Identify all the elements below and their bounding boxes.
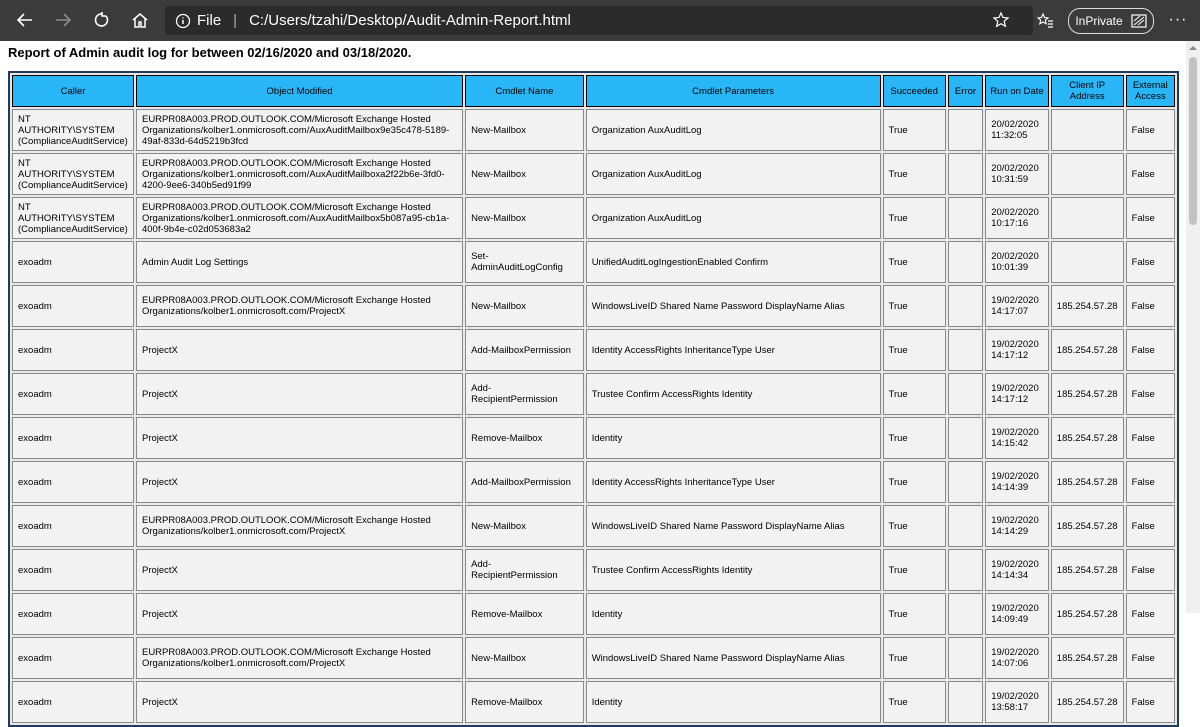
address-separator: | [233, 12, 238, 29]
cell-cmdlet-name: New-Mailbox [465, 153, 584, 195]
cell-cmdlet-parameters: WindowsLiveID Shared Name Password DisplayName Alias [586, 505, 881, 547]
cell-caller: exoadm [12, 285, 134, 327]
cell-succeeded: True [883, 417, 946, 459]
header-succeeded: Succeeded [883, 75, 946, 107]
url-path: C:/Users/tzahi/Desktop/Audit-Admin-Report.html [249, 12, 571, 29]
cell-client-ip [1051, 153, 1124, 195]
cell-object-modified: EURPR08A003.PROD.OUTLOOK.COM/Microsoft Exchange Hosted Organizations/kolber1.onmicrosoft.com/AuxAuditMailbox9e35c478-5189-49af-833d-64d5219b3fcd [136, 109, 463, 151]
scroll-up-arrow-icon[interactable] [1189, 44, 1197, 52]
cell-object-modified: EURPR08A003.PROD.OUTLOOK.COM/Microsoft Exchange Hosted Organizations/kolber1.onmicrosoft.com/AuxAuditMailbox5b087a95-cb1a-400f-9b4e-c02d053683a2 [136, 197, 463, 239]
favorite-button[interactable] [988, 8, 1014, 32]
cell-succeeded: True [883, 153, 946, 195]
cell-object-modified: EURPR08A003.PROD.OUTLOOK.COM/Microsoft Exchange Hosted Organizations/kolber1.onmicrosoft.com/ProjectX [136, 285, 463, 327]
cell-error [948, 109, 983, 151]
cell-run-on-date: 20/02/2020 10:17:16 [985, 197, 1049, 239]
cell-run-on-date: 19/02/2020 14:09:49 [985, 593, 1049, 635]
cell-cmdlet-name: New-Mailbox [465, 109, 584, 151]
settings-menu-button[interactable]: ··· [1168, 11, 1188, 28]
audit-log-table [8, 71, 1179, 727]
table-row [12, 461, 1175, 503]
table-row [12, 681, 1175, 723]
cell-error [948, 285, 983, 327]
cell-client-ip: 185.254.57.28 [1051, 329, 1124, 371]
cell-run-on-date: 19/02/2020 14:14:34 [985, 549, 1049, 591]
cell-cmdlet-name: New-Mailbox [465, 285, 584, 327]
forward-button[interactable] [50, 8, 76, 32]
cell-succeeded: True [883, 461, 946, 503]
cell-run-on-date: 20/02/2020 10:01:39 [985, 241, 1049, 283]
cell-run-on-date: 19/02/2020 14:14:39 [985, 461, 1049, 503]
cell-caller: exoadm [12, 461, 134, 503]
cell-succeeded: True [883, 109, 946, 151]
cell-run-on-date: 19/02/2020 13:58:17 [985, 681, 1049, 723]
cell-cmdlet-parameters: UnifiedAuditLogIngestionEnabled Confirm [586, 241, 881, 283]
site-info[interactable] [175, 12, 221, 29]
cell-error [948, 681, 983, 723]
page-content [0, 41, 1186, 713]
cell-cmdlet-name: New-Mailbox [465, 505, 584, 547]
cell-cmdlet-parameters: Organization AuxAuditLog [586, 153, 881, 195]
header-caller: Caller [12, 75, 134, 107]
arrow-left-icon [16, 11, 34, 29]
cell-cmdlet-parameters: Identity AccessRights InheritanceType User [586, 461, 881, 503]
cell-external-access: False [1126, 505, 1175, 547]
cell-run-on-date: 19/02/2020 14:07:06 [985, 637, 1049, 679]
cell-run-on-date: 20/02/2020 11:32:05 [985, 109, 1049, 151]
cell-cmdlet-parameters: Identity AccessRights InheritanceType User [586, 329, 881, 371]
cell-succeeded: True [883, 593, 946, 635]
table-row [12, 153, 1175, 195]
cell-error [948, 637, 983, 679]
table-header-row [12, 75, 1175, 107]
table-row [12, 417, 1175, 459]
inprivate-icon [1131, 14, 1147, 28]
cell-object-modified: ProjectX [136, 593, 463, 635]
table-row [12, 109, 1175, 151]
cell-run-on-date: 19/02/2020 14:17:12 [985, 373, 1049, 415]
report-title: Report of Admin audit log for between 02/16/2020 and 03/18/2020. [8, 45, 412, 60]
cell-external-access: False [1126, 197, 1175, 239]
inprivate-label: InPrivate [1075, 14, 1123, 28]
cell-succeeded: True [883, 681, 946, 723]
cell-error [948, 153, 983, 195]
header-cmdlet-parameters: Cmdlet Parameters [586, 75, 881, 107]
cell-external-access: False [1126, 109, 1175, 151]
cell-succeeded: True [883, 197, 946, 239]
cell-error [948, 505, 983, 547]
cell-cmdlet-name: New-Mailbox [465, 197, 584, 239]
cell-cmdlet-name: Add-MailboxPermission [465, 329, 584, 371]
cell-caller: exoadm [12, 373, 134, 415]
cell-cmdlet-name: New-Mailbox [465, 637, 584, 679]
header-cmdlet-name: Cmdlet Name [465, 75, 584, 107]
cell-client-ip: 185.254.57.28 [1051, 681, 1124, 723]
cell-object-modified: ProjectX [136, 681, 463, 723]
cell-error [948, 329, 983, 371]
cell-error [948, 197, 983, 239]
cell-caller: NT AUTHORITY\SYSTEM (ComplianceAuditService) [12, 197, 134, 239]
cell-cmdlet-name: Add-RecipientPermission [465, 373, 584, 415]
cell-cmdlet-parameters: Identity [586, 417, 881, 459]
cell-object-modified: ProjectX [136, 373, 463, 415]
cell-error [948, 549, 983, 591]
cell-client-ip: 185.254.57.28 [1051, 373, 1124, 415]
cell-succeeded: True [883, 549, 946, 591]
browser-toolbar [0, 0, 1200, 41]
cell-caller: exoadm [12, 505, 134, 547]
home-button[interactable] [127, 8, 153, 32]
cell-object-modified: ProjectX [136, 549, 463, 591]
cell-succeeded: True [883, 505, 946, 547]
table-row [12, 549, 1175, 591]
vertical-scrollbar[interactable] [1186, 41, 1200, 613]
cell-cmdlet-parameters: Identity [586, 681, 881, 723]
back-button[interactable] [12, 8, 38, 32]
cell-cmdlet-parameters: Identity [586, 593, 881, 635]
cell-cmdlet-name: Remove-Mailbox [465, 593, 584, 635]
address-bar[interactable] [165, 6, 1033, 35]
cell-external-access: False [1126, 549, 1175, 591]
cell-external-access: False [1126, 461, 1175, 503]
table-row [12, 593, 1175, 635]
table-row [12, 373, 1175, 415]
cell-caller: exoadm [12, 241, 134, 283]
table-row [12, 637, 1175, 679]
cell-succeeded: True [883, 637, 946, 679]
cell-client-ip: 185.254.57.28 [1051, 593, 1124, 635]
cell-object-modified: ProjectX [136, 417, 463, 459]
cell-error [948, 593, 983, 635]
cell-caller: NT AUTHORITY\SYSTEM (ComplianceAuditService) [12, 153, 134, 195]
cell-client-ip: 185.254.57.28 [1051, 461, 1124, 503]
url-scheme: File [197, 12, 222, 29]
cell-succeeded: True [883, 329, 946, 371]
cell-caller: exoadm [12, 681, 134, 723]
refresh-icon [92, 11, 110, 29]
cell-run-on-date: 19/02/2020 14:14:29 [985, 505, 1049, 547]
cell-client-ip: 185.254.57.28 [1051, 285, 1124, 327]
cell-external-access: False [1126, 241, 1175, 283]
cell-external-access: False [1126, 153, 1175, 195]
cell-error [948, 373, 983, 415]
cell-cmdlet-name: Set-AdminAuditLogConfig [465, 241, 584, 283]
cell-client-ip [1051, 241, 1124, 283]
star-icon [992, 11, 1010, 29]
cell-caller: exoadm [12, 417, 134, 459]
cell-external-access: False [1126, 373, 1175, 415]
header-error: Error [948, 75, 983, 107]
cell-external-access: False [1126, 285, 1175, 327]
cell-cmdlet-parameters: Organization AuxAuditLog [586, 109, 881, 151]
cell-external-access: False [1126, 681, 1175, 723]
cell-run-on-date: 19/02/2020 14:17:12 [985, 329, 1049, 371]
info-icon [175, 13, 191, 29]
favorites-bar-button[interactable] [1032, 8, 1058, 32]
cell-run-on-date: 20/02/2020 10:31:59 [985, 153, 1049, 195]
table-body [12, 109, 1175, 723]
cell-caller: exoadm [12, 593, 134, 635]
cell-object-modified: ProjectX [136, 461, 463, 503]
cell-client-ip [1051, 197, 1124, 239]
cell-cmdlet-parameters: WindowsLiveID Shared Name Password DisplayName Alias [586, 285, 881, 327]
cell-caller: NT AUTHORITY\SYSTEM (ComplianceAuditService) [12, 109, 134, 151]
home-icon [131, 11, 149, 29]
cell-cmdlet-name: Remove-Mailbox [465, 681, 584, 723]
cell-object-modified: Admin Audit Log Settings [136, 241, 463, 283]
cell-external-access: False [1126, 329, 1175, 371]
header-client-ip: Client IP Address [1051, 75, 1124, 107]
cell-caller: exoadm [12, 637, 134, 679]
cell-succeeded: True [883, 373, 946, 415]
cell-caller: exoadm [12, 329, 134, 371]
table-row [12, 505, 1175, 547]
cell-error [948, 461, 983, 503]
cell-object-modified: EURPR08A003.PROD.OUTLOOK.COM/Microsoft Exchange Hosted Organizations/kolber1.onmicrosoft.com/ProjectX [136, 505, 463, 547]
header-run-on-date: Run on Date [985, 75, 1049, 107]
arrow-right-icon [54, 11, 72, 29]
table-row [12, 329, 1175, 371]
cell-error [948, 417, 983, 459]
cell-caller: exoadm [12, 549, 134, 591]
cell-cmdlet-name: Remove-Mailbox [465, 417, 584, 459]
cell-cmdlet-parameters: WindowsLiveID Shared Name Password DisplayName Alias [586, 637, 881, 679]
cell-cmdlet-parameters: Organization AuxAuditLog [586, 197, 881, 239]
cell-cmdlet-name: Add-MailboxPermission [465, 461, 584, 503]
favorites-list-icon [1036, 11, 1054, 29]
header-object-modified: Object Modified [136, 75, 463, 107]
cell-cmdlet-parameters: Trustee Confirm AccessRights Identity [586, 549, 881, 591]
cell-client-ip: 185.254.57.28 [1051, 637, 1124, 679]
cell-object-modified: EURPR08A003.PROD.OUTLOOK.COM/Microsoft Exchange Hosted Organizations/kolber1.onmicrosoft.com/ProjectX [136, 637, 463, 679]
cell-client-ip: 185.254.57.28 [1051, 417, 1124, 459]
cell-run-on-date: 19/02/2020 14:17:07 [985, 285, 1049, 327]
cell-succeeded: True [883, 241, 946, 283]
header-external-access: External Access [1126, 75, 1175, 107]
cell-cmdlet-parameters: Trustee Confirm AccessRights Identity [586, 373, 881, 415]
table-row [12, 241, 1175, 283]
cell-succeeded: True [883, 285, 946, 327]
cell-external-access: False [1126, 593, 1175, 635]
cell-external-access: False [1126, 417, 1175, 459]
cell-client-ip [1051, 109, 1124, 151]
scrollbar-thumb[interactable] [1189, 57, 1197, 225]
cell-cmdlet-name: Add-RecipientPermission [465, 549, 584, 591]
cell-client-ip: 185.254.57.28 [1051, 549, 1124, 591]
cell-object-modified: EURPR08A003.PROD.OUTLOOK.COM/Microsoft Exchange Hosted Organizations/kolber1.onmicrosoft.com/AuxAuditMailboxa2f22b6e-3fd0-4200-9ee6-340b5ed91f99 [136, 153, 463, 195]
cell-run-on-date: 19/02/2020 14:15:42 [985, 417, 1049, 459]
inprivate-badge[interactable] [1068, 8, 1154, 34]
table-row [12, 197, 1175, 239]
refresh-button[interactable] [88, 8, 114, 32]
table-row [12, 285, 1175, 327]
cell-error [948, 241, 983, 283]
cell-object-modified: ProjectX [136, 329, 463, 371]
cell-external-access: False [1126, 637, 1175, 679]
cell-client-ip: 185.254.57.28 [1051, 505, 1124, 547]
